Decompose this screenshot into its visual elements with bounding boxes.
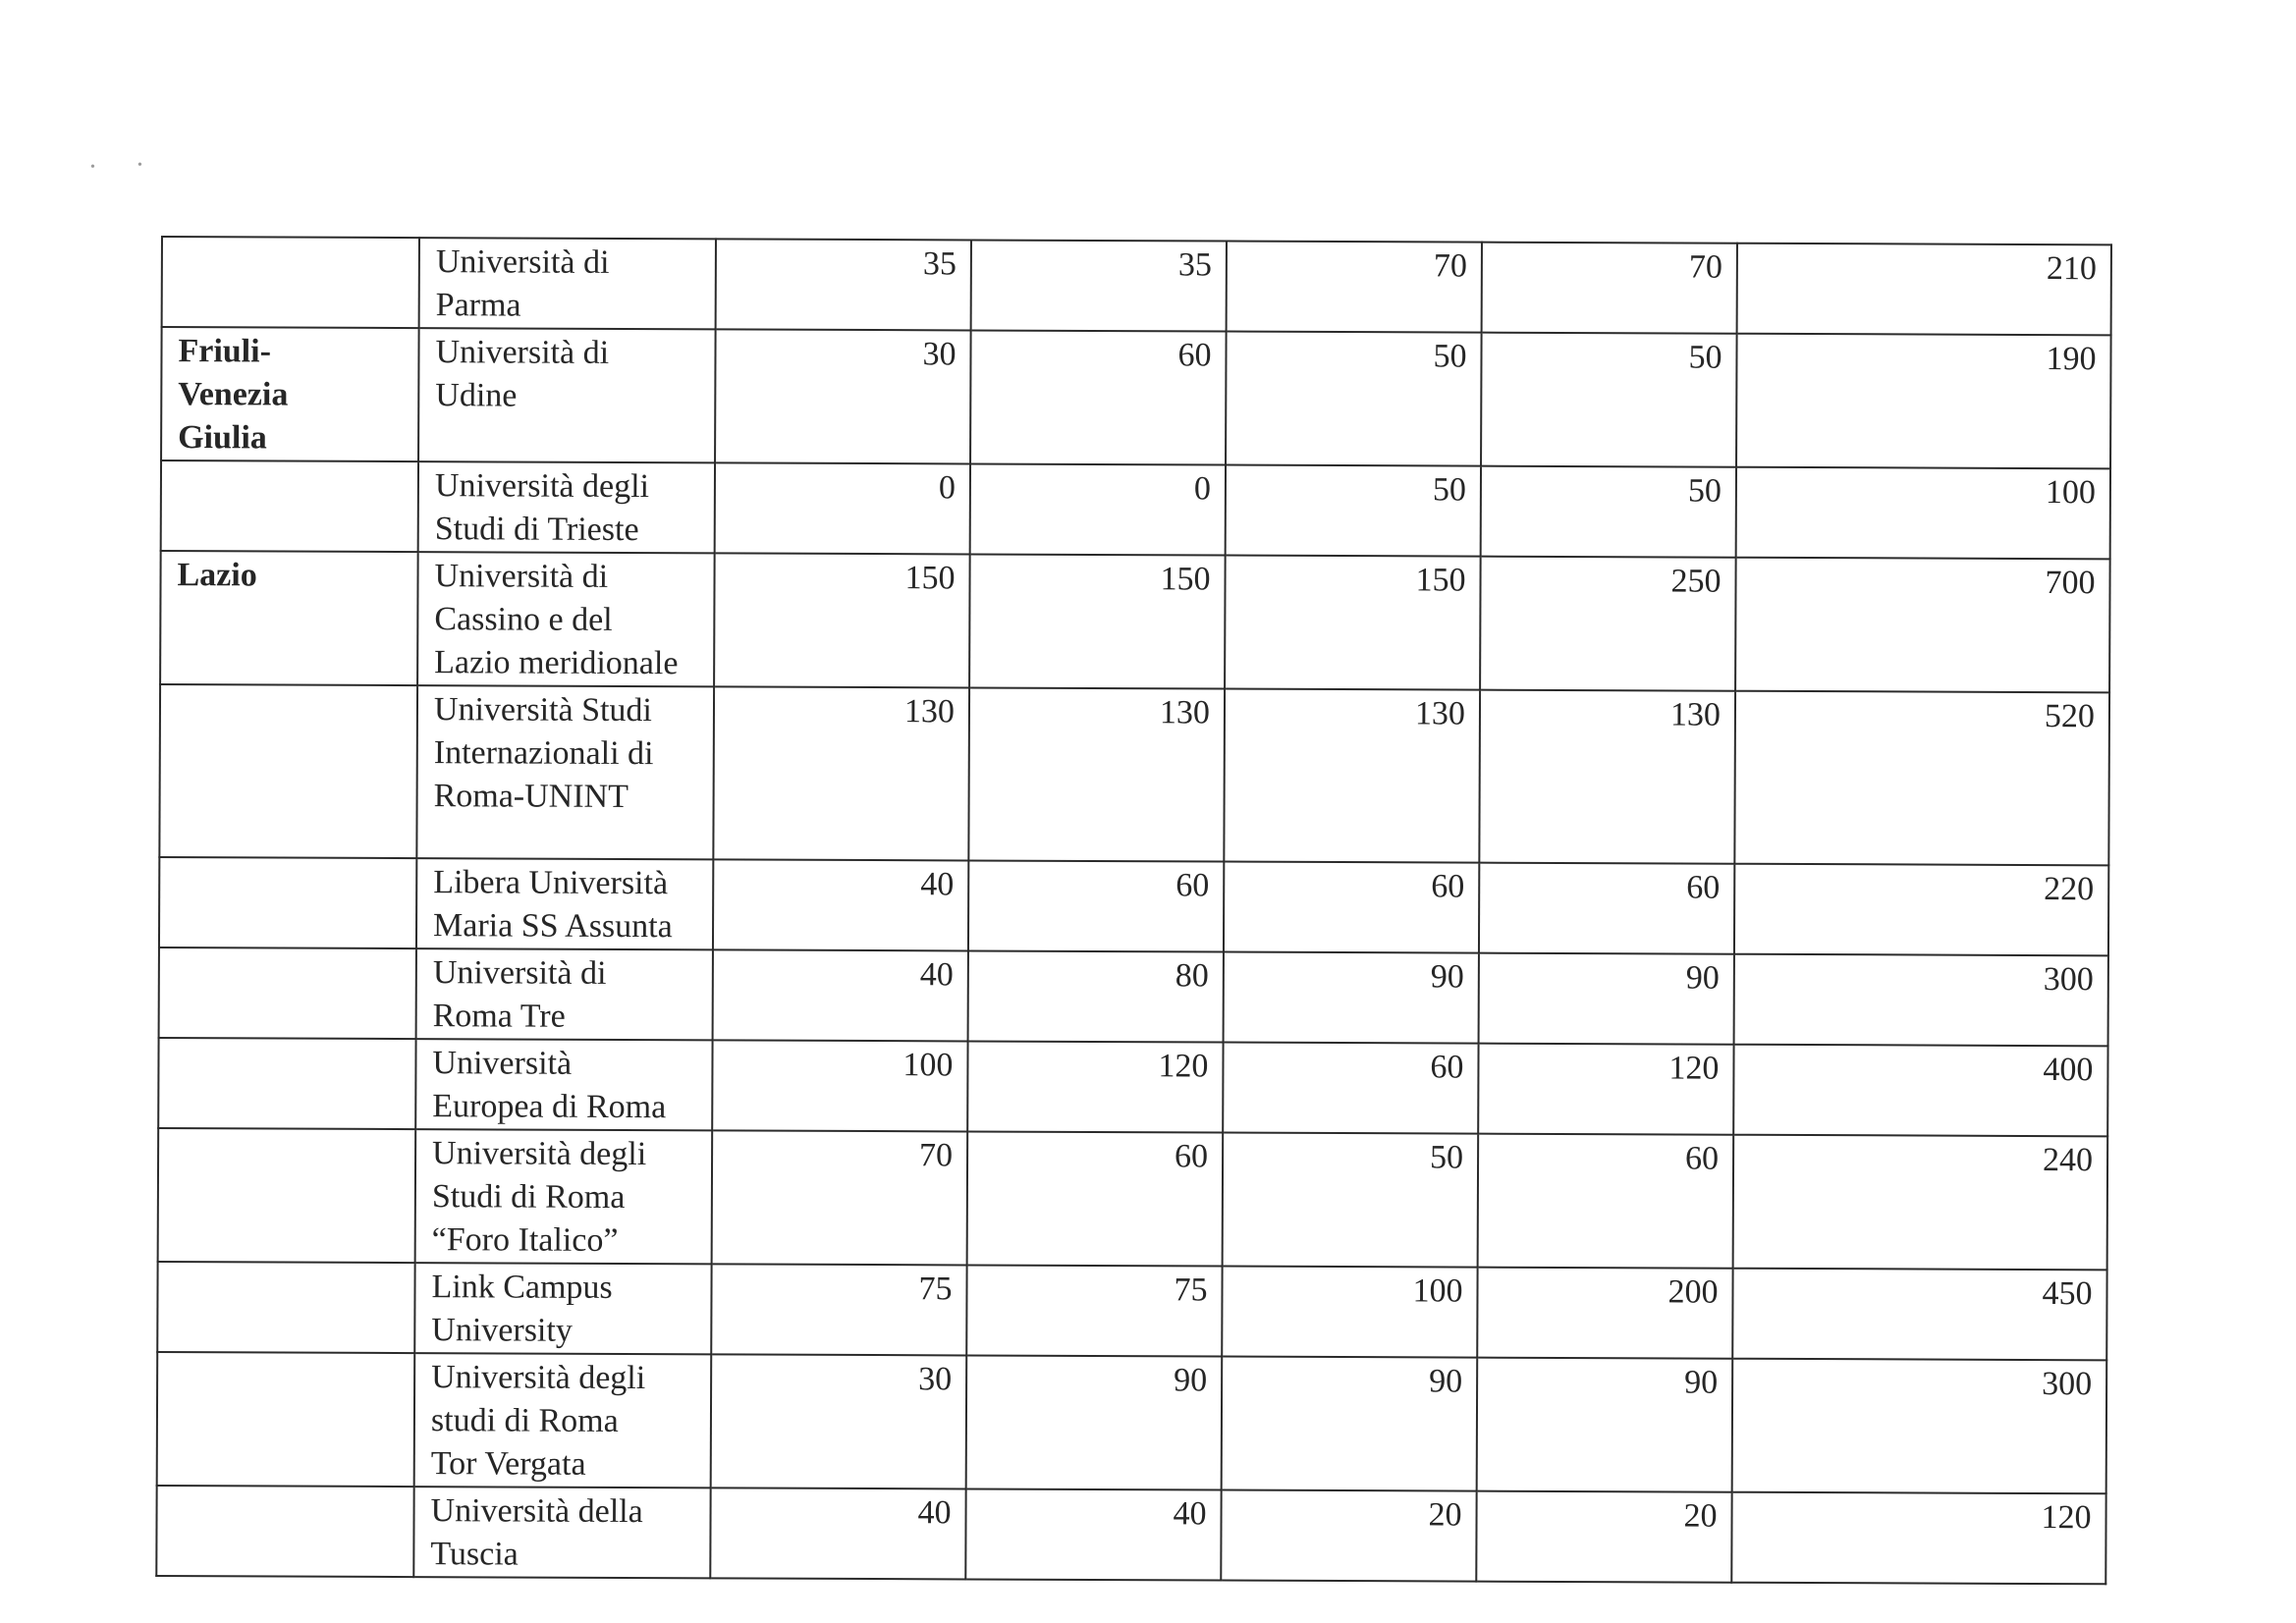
value-cell: 50: [1481, 466, 1736, 558]
scan-speck: •: [90, 160, 95, 175]
table-row: [159, 857, 2108, 955]
university-cell: [414, 1263, 711, 1354]
value-cell: 40: [710, 1488, 965, 1579]
university-name-line: Tuscia: [430, 1536, 519, 1573]
value-cell: 50: [1481, 333, 1737, 467]
total-cell: 450: [1732, 1269, 2106, 1361]
table-row: [157, 1352, 2107, 1493]
value-cell: 60: [967, 1131, 1224, 1266]
university-name-line: Studi di Roma: [431, 1178, 626, 1216]
region-cell: [159, 947, 416, 1039]
value-cell: 70: [1482, 243, 1737, 334]
region-cell: [161, 327, 419, 461]
total-cell: 400: [1733, 1045, 2107, 1137]
region-cell: [160, 551, 418, 685]
region-cell: [157, 1262, 414, 1353]
value-cell: 20: [1476, 1491, 1731, 1583]
university-cell: [418, 461, 715, 553]
region-name: Lazio: [177, 557, 257, 594]
value-cell: 75: [966, 1265, 1222, 1356]
value-cell: 60: [1224, 862, 1479, 953]
university-cell: [418, 328, 716, 462]
university-cell: [413, 1487, 710, 1578]
value-cell: 70: [1227, 242, 1482, 333]
value-cell: 0: [970, 463, 1226, 555]
total-cell: 700: [1735, 558, 2110, 693]
value-cell: 150: [1225, 556, 1481, 690]
value-cell: 60: [1223, 1043, 1478, 1134]
table-body: [156, 237, 2111, 1584]
university-name-line: Università degli: [431, 1359, 646, 1397]
region-cell: [161, 460, 418, 552]
university-name-line: Lazio meridionale: [434, 644, 679, 682]
value-cell: 50: [1223, 1133, 1479, 1268]
value-cell: 80: [968, 950, 1224, 1042]
region-cell: [157, 1352, 415, 1487]
university-name-line: Università della: [430, 1492, 643, 1531]
university-name-line: Università di: [435, 243, 610, 281]
university-name-line: Università di: [432, 954, 607, 992]
university-cell: [419, 238, 716, 329]
university-name-line: Tor Vergata: [430, 1445, 586, 1483]
value-cell: 30: [711, 1354, 967, 1488]
value-cell: 90: [1479, 953, 1734, 1045]
table-row: [159, 947, 2108, 1046]
value-cell: 60: [968, 860, 1224, 951]
university-table: [155, 236, 2112, 1585]
region-cell: [162, 237, 419, 328]
total-cell: 100: [1736, 467, 2110, 560]
university-name-line: Libera Università: [433, 864, 669, 902]
university-name-line: Cassino e del: [434, 601, 613, 638]
value-cell: 60: [1479, 863, 1734, 954]
university-name-line: Università di: [434, 558, 609, 595]
total-cell: 520: [1734, 691, 2109, 866]
university-cell: [416, 685, 714, 859]
university-cell: [415, 1129, 713, 1264]
university-name-line: Parma: [435, 287, 521, 324]
value-cell: 250: [1480, 557, 1736, 691]
university-name-line: studi di Roma: [430, 1402, 619, 1439]
region-cell: [156, 1486, 413, 1577]
value-cell: 20: [1221, 1490, 1476, 1582]
value-cell: 50: [1226, 465, 1481, 557]
value-cell: 130: [1479, 690, 1735, 864]
university-name-line: Roma-UNINT: [433, 778, 629, 815]
university-cell: [414, 1353, 712, 1488]
value-cell: 50: [1226, 332, 1482, 466]
total-cell: 300: [1734, 954, 2108, 1047]
value-cell: 60: [970, 330, 1227, 464]
value-cell: 130: [1224, 689, 1480, 863]
university-name-line: Internazionali di: [433, 734, 654, 773]
region-name: Venezia: [178, 376, 289, 413]
table-row: [157, 1262, 2106, 1360]
value-cell: 100: [712, 1040, 967, 1131]
value-cell: 60: [1478, 1134, 1734, 1269]
value-cell: 90: [1224, 952, 1479, 1044]
value-cell: 90: [966, 1355, 1223, 1489]
value-cell: 75: [711, 1264, 966, 1355]
total-cell: 210: [1737, 243, 2111, 336]
table-row: [160, 551, 2110, 692]
university-cell: [417, 552, 715, 686]
value-cell: 130: [968, 687, 1225, 861]
value-cell: 30: [715, 329, 971, 463]
table-row: [162, 237, 2111, 335]
region-cell: [159, 857, 416, 948]
university-name-line: Link Campus: [431, 1269, 613, 1306]
table-row: [158, 1038, 2107, 1136]
value-cell: 130: [713, 686, 969, 860]
region-name: Friuli-: [178, 333, 272, 370]
university-name-line: Università Studi: [433, 691, 652, 730]
value-cell: 40: [713, 859, 968, 950]
university-name-line: Università: [432, 1045, 573, 1082]
value-cell: 90: [1222, 1357, 1478, 1491]
university-cell: [416, 948, 713, 1040]
total-cell: 220: [1734, 864, 2108, 956]
region-name: Giulia: [178, 419, 267, 457]
total-cell: 300: [1732, 1359, 2107, 1494]
value-cell: 0: [715, 462, 970, 554]
university-name-line: Studi di Trieste: [434, 511, 639, 549]
value-cell: 40: [965, 1488, 1221, 1580]
value-cell: 100: [1222, 1267, 1477, 1358]
university-name-line: Europea di Roma: [432, 1088, 667, 1126]
value-cell: 120: [1478, 1044, 1733, 1135]
region-cell: [158, 1128, 416, 1263]
university-name-line: Università di: [435, 334, 610, 371]
table-row: [156, 1486, 2105, 1584]
university-name-line: Udine: [435, 377, 518, 414]
value-cell: 35: [716, 239, 971, 330]
university-name-line: “Foro Italico”: [431, 1221, 619, 1259]
table-row: [159, 684, 2109, 865]
value-cell: 150: [969, 554, 1226, 688]
university-name-line: University: [431, 1312, 573, 1349]
university-name-line: Maria SS Assunta: [432, 907, 673, 946]
total-cell: 190: [1736, 334, 2111, 469]
university-cell: [416, 858, 713, 949]
region-cell: [158, 1038, 415, 1129]
value-cell: 150: [714, 553, 970, 687]
value-cell: 120: [967, 1041, 1223, 1132]
university-name-line: Università degli: [434, 467, 650, 506]
university-name-line: Roma Tre: [432, 998, 566, 1035]
scan-speck: •: [137, 158, 142, 173]
total-cell: 120: [1731, 1492, 2105, 1585]
table-row: [161, 327, 2111, 468]
table-row: [158, 1128, 2108, 1270]
university-cell: [415, 1039, 712, 1130]
value-cell: 200: [1477, 1268, 1732, 1359]
value-cell: 70: [712, 1130, 968, 1265]
value-cell: 40: [713, 949, 968, 1041]
university-name-line: Università degli: [432, 1135, 647, 1173]
value-cell: 90: [1477, 1358, 1733, 1492]
region-cell: [159, 684, 417, 858]
value-cell: 35: [971, 240, 1227, 331]
table-row: [161, 460, 2110, 559]
total-cell: 240: [1733, 1135, 2108, 1271]
